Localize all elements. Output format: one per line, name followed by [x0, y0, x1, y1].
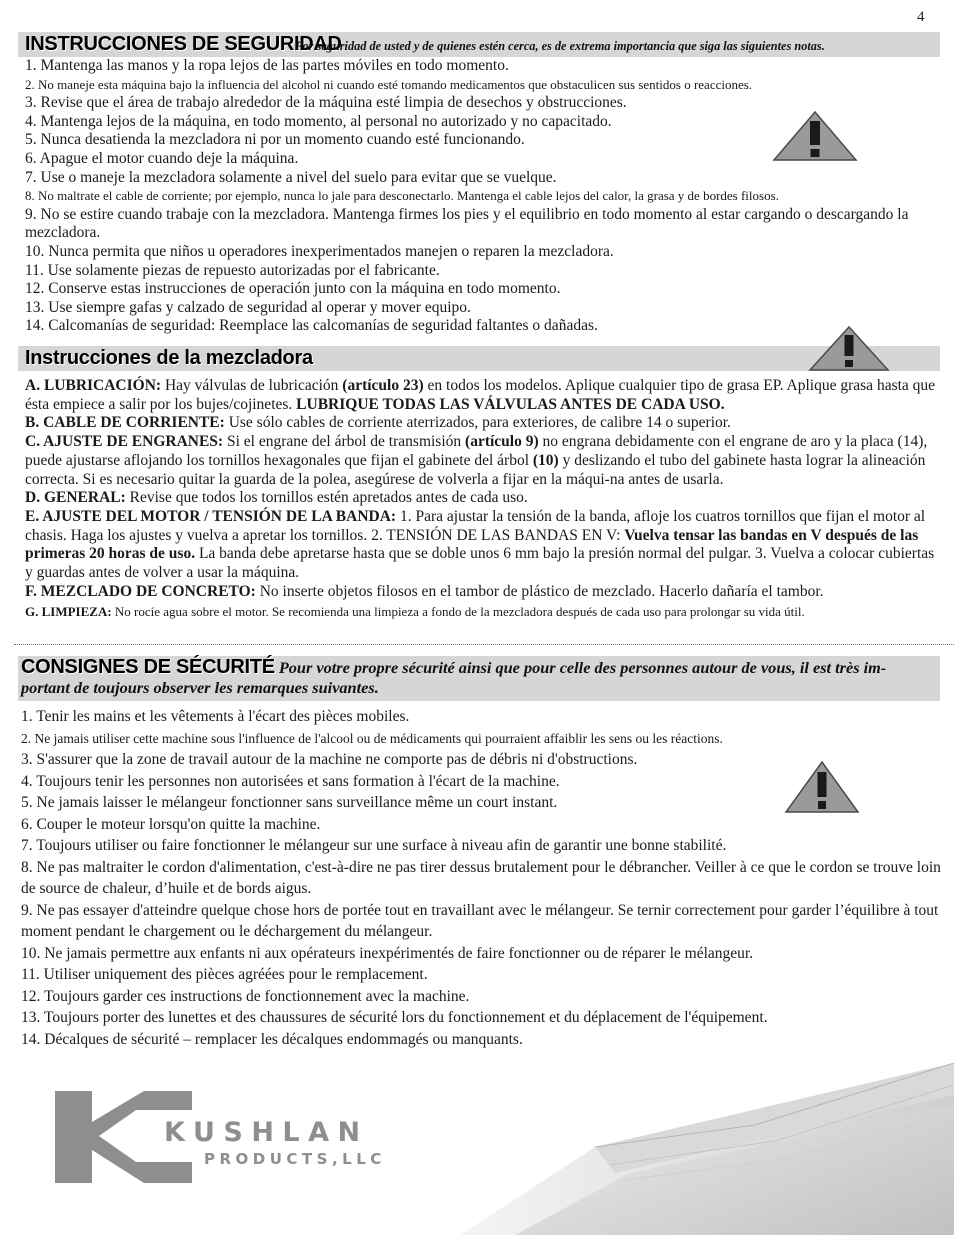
text: (artículo 23) — [342, 377, 424, 394]
text: (artículo 9) — [465, 433, 539, 451]
text: LUBRIQUE TODAS LAS VÁLVULAS ANTES DE CADA USO. — [296, 395, 725, 413]
paragraph-general — [25, 489, 940, 508]
mixer-instructions — [25, 377, 940, 622]
kushlan-logo — [52, 1086, 422, 1186]
text: Use sólo cables de corriente aterrizados, para exteriores, de calibre 14 o superior. — [224, 414, 731, 432]
safety-es-note: Por seguridad de usted y de quienes estén cerca, es de extrema importancia que siga las siguientes notas. — [295, 39, 825, 53]
text: en todos los modelos. Aplique cualquier tipo de grasa EP. Aplique grasa hasta que ésta empiece a salir por los bujes/cojinetes. — [25, 377, 936, 413]
paragraph-gears — [25, 433, 940, 489]
list-item: 2. No maneje esta máquina bajo la influencia del alcohol ni cuando esté tomando medicamentos que obstaculicen sus sentidos o reacciones. — [25, 76, 753, 92]
text: Si el engrane del árbol de transmisión — [223, 433, 466, 451]
text: No rocíe agua sobre el motor. Se recomienda una limpieza a fondo de la mezcladora después de cada uso para prolongar su vida útil. — [111, 604, 805, 620]
list-item: 4. Toujours tenir les personnes non autorisées et sans formation à l'écart de la machine. — [21, 772, 560, 790]
list-item: 7. Use o maneje la mezcladora solamente a nivel del suelo para evitar que se vuelque. — [25, 168, 557, 186]
list-item: 13. Toujours porter des lunettes et des chaussures de sécurité lors du fonctionnement et du déplacement de l'équipement. — [21, 1009, 768, 1026]
text: no engrana debidamente con el engrane de aro y la placa (14), puede ajustarse aflojando los tornillos hexagonales que fijan el gabinete del árbol — [25, 433, 928, 469]
label: D. GENERAL: — [25, 489, 126, 507]
list-item: 5. Nunca desatienda la mezcladora ni por un momento cuando esté funcionando. — [25, 131, 525, 149]
label: B. CABLE DE CORRIENTE: — [25, 414, 225, 432]
list-item: 12. Conserve estas instrucciones de operación junto con la máquina en todo momento. — [25, 280, 561, 298]
list-item: 13. Use siempre gafas y calzado de seguridad al operar y mover equipo. — [25, 298, 471, 316]
safety-es-header — [18, 32, 940, 57]
list-item: 10. Nunca permita que niños u operadores inexperimentados manejen o reparen la mezcladora. — [25, 242, 614, 260]
list-item: 2. Ne jamais utiliser cette machine sous l'influence de l'alcool ou de médicaments qui pourraient affaiblir les sens ou les réactions. — [21, 730, 723, 746]
list-item: 9. Ne pas essayer d'atteindre quelque chose hors de portée tout en travaillant avec le mélangeur. Se ternir correctement pour garder l’équilibre à tout moment pendant le chargement ou le déchargement du mélangeur. — [21, 901, 939, 940]
list-item: 11. Utiliser uniquement des pièces agréées pour le remplacement. — [21, 966, 428, 983]
list-item: 3. Revise que el área de trabajo alrededor de la máquina esté limpia de desechos y obstrucciones. — [25, 94, 627, 112]
label: E. AJUSTE DEL MOTOR / TENSIÓN DE LA BANDA: — [25, 507, 397, 525]
list-item: 4. Mantenga lejos de la máquina, en todo momento, al personal no autorizado y no capacitado. — [25, 112, 612, 130]
label: F. MEZCLADO DE CONCRETO: — [25, 582, 256, 600]
paragraph-concrete — [25, 583, 940, 602]
list-item: 3. S'assurer que la zone de travail autour de la machine ne comporte pas de débris ni d'obstructions. — [21, 751, 638, 768]
list-item: 1. Mantenga las manos y la ropa lejos de las partes móviles en todo momento. — [25, 57, 509, 74]
list-item: 14. Décalques de sécurité – remplacer les décalques endommagés ou manquants. — [21, 1030, 523, 1048]
warning-icon — [784, 760, 860, 814]
list-item: 6. Apague el motor cuando deje la máquina. — [25, 149, 299, 167]
text: Hay válvulas de lubricación — [161, 377, 343, 394]
list-item: 11. Use solamente piezas de repuesto autorizadas por el fabricante. — [25, 261, 440, 279]
paragraph-motor — [25, 508, 940, 583]
safety-es-list — [25, 57, 940, 336]
label: A. LUBRICACIÓN: — [25, 377, 162, 394]
text: 1. Para ajustar la tensión de la banda, afloje los cuatros tornillos que fijan el motor al chasis. Haga los ajustes y vuelva a apretar los tornillos. 2. TENSIÓN DE LAS BANDAS EN V: — [25, 507, 926, 544]
paragraph-cleaning — [25, 603, 940, 622]
safety-fr-note: Pour votre propre sécurité ainsi que pour celle des personnes autour de vous, il est très im-portant de toujours observer les remarques suivantes. — [21, 658, 887, 697]
logo-name: KUSHLAN — [164, 1117, 369, 1148]
text: (10) — [532, 451, 559, 469]
mixer-title: Instrucciones de la mezcladora — [25, 347, 313, 369]
text: Vuelva tensar las bandas en V después de las primeras 20 horas de uso. — [25, 526, 919, 563]
list-item: 8. Ne pas maltraiter le cordon d'alimentation, c'est-à-dire ne pas tirer dessus brutalement pour le débrancher. Veiller à ce que le cordon se trouve loin de source de chaleur, d’huile et de bords aigus. — [21, 858, 941, 897]
list-item: 7. Toujours utiliser ou faire fonctionner le mélangeur sur une surface à niveau afin de garantir une bonne stabilité. — [21, 837, 727, 854]
text: La banda debe apretarse hasta que se doble unos 6 mm bajo la presión normal del pulgar. 3. Vuelva a colocar cubiertas y guardas antes de volver a usar la máquina. — [25, 545, 935, 582]
safety-fr-heading — [21, 657, 933, 698]
text: Revise que todos los tornillos estén apretados antes de cada uso. — [125, 489, 528, 507]
safety-es-title: INSTRUCCIONES DE SEGURIDAD — [25, 33, 342, 55]
decorative-corner-graphic — [455, 1055, 954, 1235]
paragraph-lubrication — [25, 377, 940, 414]
label: G. LIMPIEZA: — [25, 604, 112, 620]
list-item: 14. Calcomanías de seguridad: Reemplace las calcomanías de seguridad faltantes o dañadas. — [25, 317, 598, 335]
divider — [14, 644, 954, 645]
safety-fr-header — [18, 656, 940, 701]
mixer-header — [18, 346, 940, 371]
list-item: 1. Tenir les mains et les vêtements à l'écart des pièces mobiles. — [21, 708, 410, 725]
safety-fr-title: CONSIGNES DE SÉCURITÉ — [21, 656, 275, 678]
list-item: 10. Ne jamais permettre aux enfants ni aux opérateurs inexpérimentés de faire fonctionner ou de réparer le mélangeur. — [21, 944, 754, 962]
logo-subtitle: PRODUCTS,LLC — [204, 1150, 386, 1168]
list-item: 9. No se estire cuando trabaje con la mezcladora. Mantenga firmes los pies y el equilibrio en todo momento al estar cargando o descargando la mezcladora. — [25, 205, 909, 242]
text: No inserte objetos filosos en el tambor de plástico de mezclado. Hacerlo dañaría el tambor. — [255, 582, 824, 600]
text: y deslizando el tubo del gabinete hasta lograr la alineación correcta. Si es necesario quitar la guarda de la polea, asegúrese de volverla a fijar en la máqui-na antes de usarla. — [25, 451, 926, 488]
warning-icon — [808, 325, 890, 372]
list-item: 6. Couper le moteur lorsqu'on quitte la machine. — [21, 815, 321, 833]
list-item: 8. No maltrate el cable de corriente; por ejemplo, nunca lo jale para desconectarlo. Mantenga el cable lejos del calor, la grasa y de bordes filosos. — [25, 188, 779, 204]
warning-icon — [772, 110, 858, 162]
page-number: 4 — [917, 9, 925, 25]
list-item: 5. Ne jamais laisser le mélangeur fonctionner sans surveillance même un court instant. — [21, 794, 558, 811]
paragraph-cable — [25, 414, 940, 433]
list-item: 12. Toujours garder ces instructions de fonctionnement avec la machine. — [21, 987, 470, 1005]
safety-fr-list — [21, 706, 946, 1050]
label: C. AJUSTE DE ENGRANES: — [25, 433, 224, 451]
